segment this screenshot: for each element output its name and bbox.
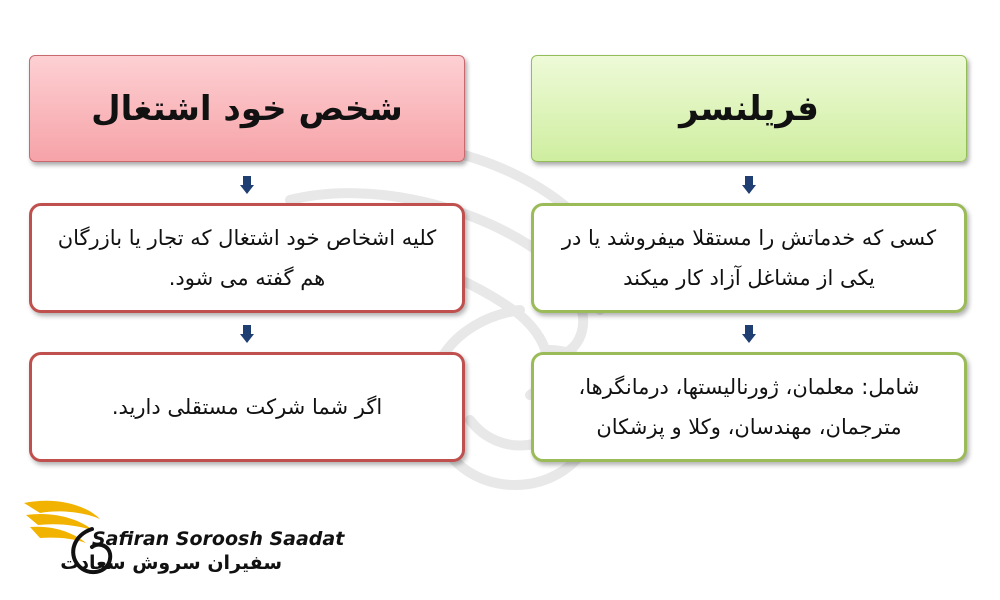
freelancer-examples-text: شامل: معلمان، ژورنالیستها، درمانگرها، مترجمان، مهندسان، وکلا و پزشکان bbox=[578, 375, 920, 439]
brand-name-persian: سفیران سروش سعادت bbox=[60, 552, 282, 574]
self-employed-definition-text: کلیه اشخاص خود اشتغال که تجار یا بازرگان هم گفته می شود. bbox=[57, 226, 437, 290]
arrow-down-icon bbox=[742, 325, 756, 343]
freelancer-examples-box bbox=[531, 352, 967, 462]
self-employed-definition-box bbox=[29, 203, 465, 313]
self-employed-condition-box bbox=[29, 352, 465, 462]
arrow-down-icon bbox=[240, 176, 254, 194]
freelancer-header: فریلنسر bbox=[531, 55, 967, 162]
arrow-down-icon bbox=[742, 176, 756, 194]
arrow-down-icon bbox=[240, 325, 254, 343]
self-employed-condition-text: اگر شما شرکت مستقلی دارید. bbox=[111, 395, 383, 419]
freelancer-definition-text: کسی که خدماتش را مستقلا میفروشد یا در یکی از مشاغل آزاد کار میکند bbox=[561, 226, 937, 290]
self-employed-header: شخص خود اشتغال bbox=[29, 55, 465, 162]
watermark-logo bbox=[270, 110, 690, 530]
freelancer-definition-box bbox=[531, 203, 967, 313]
brand-name-english: Safiran Soroosh Saadat bbox=[92, 528, 345, 550]
